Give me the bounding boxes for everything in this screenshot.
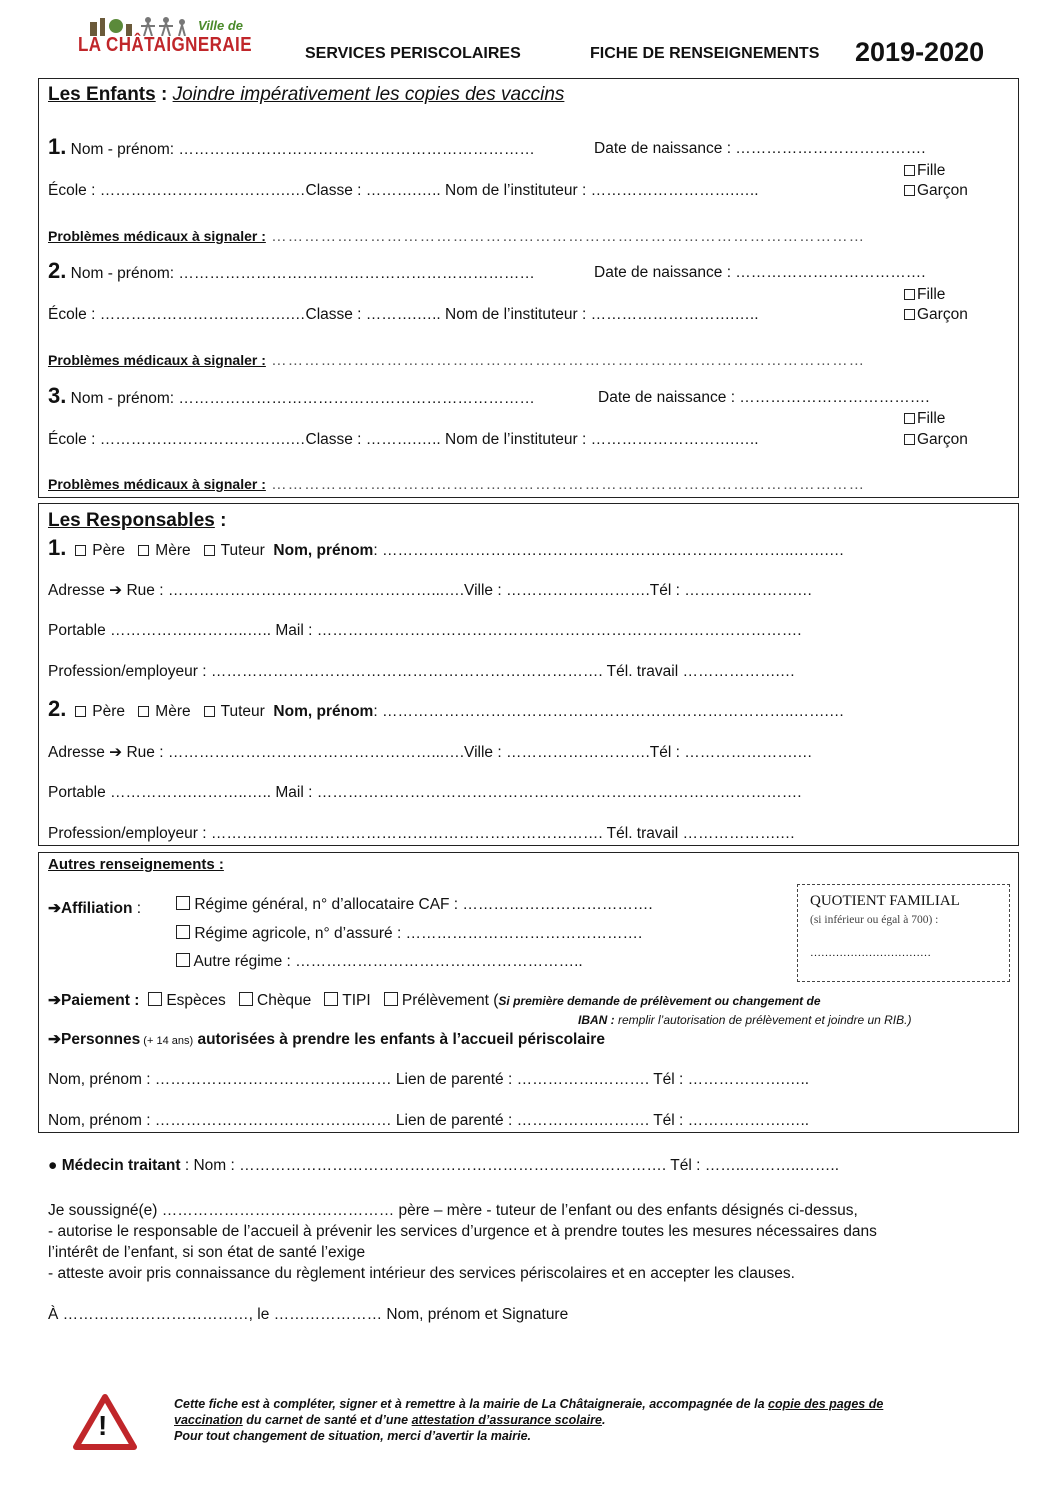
child-name-field[interactable]: Nom - prénom: …………………………………………………………… — [70, 265, 535, 282]
profession-field[interactable]: Profession/employeur : …………………………………………………………………. Tél. travail ……………….… — [48, 825, 796, 842]
tuteur-checkbox[interactable] — [204, 706, 215, 717]
nom-label: Nom, prénom — [273, 703, 374, 720]
enfants-title-row: Les Enfants : Joindre impérativement les copies des vaccins — [48, 84, 565, 105]
personnes-label: ➔Personnes — [48, 1031, 141, 1048]
medical-field[interactable]: ……………………………………………………………………………………………… — [265, 476, 866, 493]
child-school-field[interactable]: École : ……………………………….…Classe : ……….….. Nom de l’instituteur : ……………………….….. — [48, 431, 759, 448]
declaration-line-1[interactable]: Je soussigné(e) ……………………………………… père – mère - tuteur de l’enfant ou des enfants désignés ci-dessus, — [48, 1202, 858, 1219]
bullet-icon: ● — [48, 1157, 58, 1174]
declaration-line-4: - atteste avoir pris connaissance du règlement intérieur des services périscolaires et en accepter les clauses. — [48, 1265, 795, 1282]
logo-name: LA CHÂTAIGNERAIE — [78, 34, 252, 56]
medical-field[interactable]: ……………………………………………………………………………………………… — [265, 228, 866, 245]
quotient-sub: (si inférieur ou égal à 700) : — [810, 914, 939, 926]
mere-checkbox[interactable] — [138, 706, 149, 717]
personne-field-1[interactable]: Nom, prénom : ………………………………….…… Lien de parenté : …………….………. Tél : ……………….….. — [48, 1071, 810, 1088]
child-dob-field[interactable]: Date de naissance : ………………………………. — [598, 389, 930, 406]
header-services: SERVICES PERISCOLAIRES — [305, 45, 521, 62]
pere-checkbox[interactable] — [75, 545, 86, 556]
header-fiche: FICHE DE RENSEIGNEMENTS — [590, 45, 820, 62]
nom-field[interactable]: : ……………………………………………………………………..…….… — [373, 703, 845, 720]
tipi-checkbox[interactable] — [324, 992, 338, 1006]
cheque-checkbox[interactable] — [239, 992, 253, 1006]
child-name-field[interactable]: Nom - prénom: …………………………………………………………… — [70, 390, 535, 407]
quotient-title: QUOTIENT FAMILIAL — [810, 893, 960, 909]
especes-checkbox[interactable] — [148, 992, 162, 1006]
portable-field[interactable]: Portable …………….………..….. Mail : …………………………………………………………………………………. — [48, 622, 802, 639]
child-dob-field[interactable]: Date de naissance : ………………………………. — [594, 264, 926, 281]
paiement-note: Si première demande de prélèvement ou changement de — [498, 994, 821, 1008]
regime-agricole-field[interactable]: Régime agricole, n° d’assuré : ………………………………………. — [194, 925, 643, 942]
footer-link-2[interactable]: attestation d’assurance scolaire — [411, 1413, 602, 1427]
fille-checkbox[interactable] — [904, 413, 915, 424]
tuteur-checkbox[interactable] — [204, 545, 215, 556]
enfants-title: Les Enfants — [48, 84, 156, 105]
responsable-number: 2. — [48, 696, 67, 721]
garcon-checkbox[interactable] — [904, 309, 915, 320]
autre-regime-checkbox[interactable] — [176, 953, 190, 967]
medical-label: Problèmes médicaux à signaler : — [48, 476, 266, 492]
header-year: 2019-2020 — [855, 37, 985, 67]
regime-general-field[interactable]: Régime général, n° d’allocataire CAF : ………………………………. — [194, 896, 653, 913]
child-number: 2. — [48, 258, 67, 283]
affiliation-label: ➔Affiliation — [48, 900, 133, 917]
medical-label: Problèmes médicaux à signaler : — [48, 352, 266, 368]
profession-field[interactable]: Profession/employeur : …………………………………………………………………. Tél. travail ……………….… — [48, 663, 796, 680]
signature-field[interactable]: À ………………………………, le ………………… Nom, prénom et Signature — [48, 1306, 569, 1323]
garcon-checkbox[interactable] — [904, 434, 915, 445]
pere-checkbox[interactable] — [75, 706, 86, 717]
warning-mark: ! — [98, 1410, 108, 1441]
quotient-field[interactable]: …………………………… — [810, 947, 931, 959]
autre-regime-field[interactable]: Autre régime : ……………………………………………….. — [193, 953, 583, 970]
logo-silhouette-icon — [86, 14, 196, 36]
child-number: 1. — [48, 134, 67, 159]
medecin-label: Médecin traitant — [61, 1157, 181, 1174]
footer-link-1[interactable]: copie des pages de — [768, 1397, 884, 1411]
child-school-field[interactable]: École : ……………………………….…Classe : ……….….. Nom de l’instituteur : ……………………….….. — [48, 182, 759, 199]
fille-checkbox[interactable] — [904, 165, 915, 176]
medical-field[interactable]: ……………………………………………………………………………………………… — [265, 352, 866, 369]
declaration-line-2: - autorise le responsable de l’accueil à prévenir les services d’urgence et à prendre toutes les mesures nécessaires dans — [48, 1223, 877, 1240]
portable-field[interactable]: Portable …………….………..….. Mail : …………………………………………………………………………………. — [48, 784, 802, 801]
declaration-line-3: l’intérêt de l’enfant, si son état de santé l’exige — [48, 1244, 366, 1261]
quotient-box — [797, 884, 1010, 982]
child-school-field[interactable]: École : ……………………………….…Classe : ……….….. Nom de l’instituteur : ……………………….….. — [48, 306, 759, 323]
adresse-field[interactable]: Adresse ➔ Rue : ……………………………………………...….Ville : ……………………….Tél : ………………….… — [48, 744, 813, 761]
nom-label: Nom, prénom — [273, 542, 374, 559]
autres-title: Autres renseignements : — [48, 856, 224, 873]
enfants-subtitle: Joindre impérativement les copies des vaccins — [172, 84, 565, 105]
child-number: 3. — [48, 383, 67, 408]
medical-label: Problèmes médicaux à signaler : — [48, 228, 266, 244]
adresse-field[interactable]: Adresse ➔ Rue : ……………………………………………...….Ville : ……………………….Tél : ………………….… — [48, 582, 813, 599]
child-dob-field[interactable]: Date de naissance : ………………………………. — [594, 140, 926, 157]
medecin-field[interactable]: : Nom : ………………………………………………………….……………. Tél : ……..………..…….. — [180, 1157, 840, 1174]
fille-checkbox[interactable] — [904, 289, 915, 300]
logo-ville: Ville de — [198, 18, 244, 33]
logo — [78, 14, 252, 56]
regime-general-checkbox[interactable] — [176, 896, 190, 910]
footer-text-3: Pour tout changement de situation, merci d’avertir la mairie. — [174, 1429, 532, 1443]
footer-text-1: Cette fiche est à compléter, signer et à remettre à la mairie de La Châtaigneraie, accompagnée de la — [174, 1397, 768, 1411]
mere-checkbox[interactable] — [138, 545, 149, 556]
responsables-title: Les Responsables — [48, 510, 215, 531]
responsable-number: 1. — [48, 535, 67, 560]
paiement-label: ➔Paiement : — [48, 992, 140, 1009]
personne-field-2[interactable]: Nom, prénom : ………………………………….…… Lien de parenté : …………….………. Tél : ……………….….. — [48, 1112, 810, 1129]
nom-field[interactable]: : ……………………………………………………………………..…….… — [373, 542, 845, 559]
prelevement-checkbox[interactable] — [384, 992, 398, 1006]
child-name-field[interactable]: Nom - prénom: …………………………………………………………… — [70, 141, 535, 158]
regime-agricole-checkbox[interactable] — [176, 925, 190, 939]
garcon-checkbox[interactable] — [904, 185, 915, 196]
